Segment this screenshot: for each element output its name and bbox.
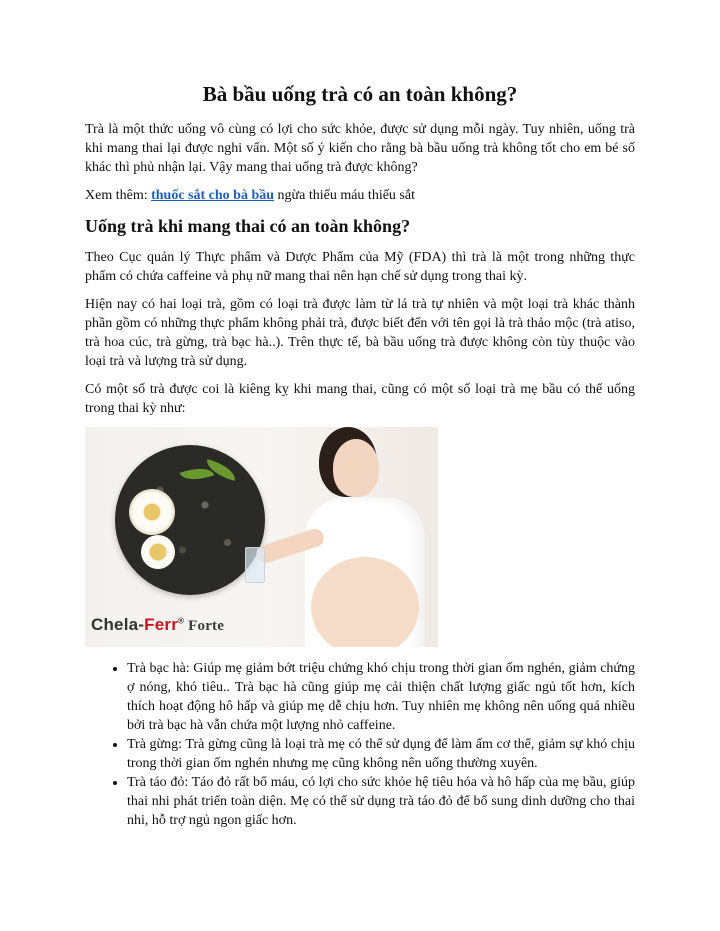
logo-forte: Forte <box>188 618 225 634</box>
paragraph-tea-types: Hiện nay có hai loại trà, gồm có loại trà được làm từ lá trà tự nhiên và một loại trà khác thành phần gồm có những thực phẩm không phải trà, được biết đến với tên gọi là trà thảo mộc (trà atiso, trà hoa cúc, trà gừng, trà bạc hà..). Trên thực tế, bà bầu uống trà được không còn tùy thuộc vào loại trà và lượng trà sử dụng. <box>85 297 635 369</box>
paragraph-tea-list-intro: Có một số trà được coi là kiêng kỵ khi mang thai, cũng có một số loại trà mẹ bầu có thể uống trong thai kỳ như: <box>85 382 635 416</box>
list-item-ginger-tea: • Trà gừng: Trà gừng cũng là loại trà mẹ có thể sử dụng để làm ấm cơ thể, giảm sự khó chịu trong thời gian ốm nghén nhưng mẹ cũng không nên uống thường xuyên. <box>127 735 635 773</box>
logo-ferr: Ferr <box>144 615 179 634</box>
woman-head <box>333 439 379 497</box>
flower-icon <box>129 489 175 535</box>
page-title: Bà bầu uống trà có an toàn không? <box>202 82 518 106</box>
logo-registered: ® <box>178 616 185 626</box>
list-item-red-date-tea: • Trà táo đỏ: Táo đỏ rất bổ máu, có lợi cho sức khỏe hệ tiêu hóa và hô hấp của mẹ bầu, giúp thai nhi phát triển toàn diện. Mẹ có thể sử dụng trà táo đỏ để bổ sung dinh dưỡng cho thai nhi, hỗ trợ ngủ ngon giấc hơn. <box>127 773 635 830</box>
iron-supplement-link[interactable]: thuốc sắt cho bà bầu <box>151 188 275 203</box>
document-page <box>85 80 635 830</box>
article-image <box>85 427 438 647</box>
intro-paragraph: Trà là một thức uống vô cùng có lợi cho sức khỏe, được sử dụng mỗi ngày. Tuy nhiên, uống trà khi mang thai lại được nghi vấn. Một số ý kiến cho rằng bà bầu uống trà không tốt cho em bé số khác thì phủ nhận lại. Vậy mang thai uống trà được không? <box>85 122 635 175</box>
see-also-suffix: ngừa thiếu máu thiếu sắt <box>274 188 415 203</box>
tea-list <box>85 659 635 830</box>
flower-icon-small <box>141 535 175 569</box>
section-heading: Uống trà khi mang thai có an toàn không? <box>85 216 411 236</box>
chela-ferr-forte-logo <box>91 615 224 635</box>
see-also-line <box>85 186 635 205</box>
logo-chela: Chela- <box>91 615 145 634</box>
paragraph-fda: Theo Cục quản lý Thực phẩm và Dược Phẩm của Mỹ (FDA) thì trà là một trong những thực phẩm có chứa caffeine và phụ nữ mang thai nên hạn chế sử dụng trong thai kỳ. <box>85 250 635 284</box>
pregnant-belly <box>311 557 419 647</box>
water-glass-icon <box>245 547 265 583</box>
list-item-mint-tea: • Trà bạc hà: Giúp mẹ giảm bớt triệu chứng khó chịu trong thời gian ốm nghén, giảm chứng ợ nóng, khó tiêu.. Trà bạc hà cũng giúp mẹ cải thiện chất lượng giấc ngủ tốt hơn, kích thích hoạt động hô hấp và giúp mẹ dễ chịu hơn. Tuy nhiên mẹ không nên uống quá nhiều bởi trà bạc hà vẫn chứa một lượng nhỏ caffeine. <box>127 659 635 735</box>
see-also-prefix: Xem thêm: <box>85 188 152 203</box>
